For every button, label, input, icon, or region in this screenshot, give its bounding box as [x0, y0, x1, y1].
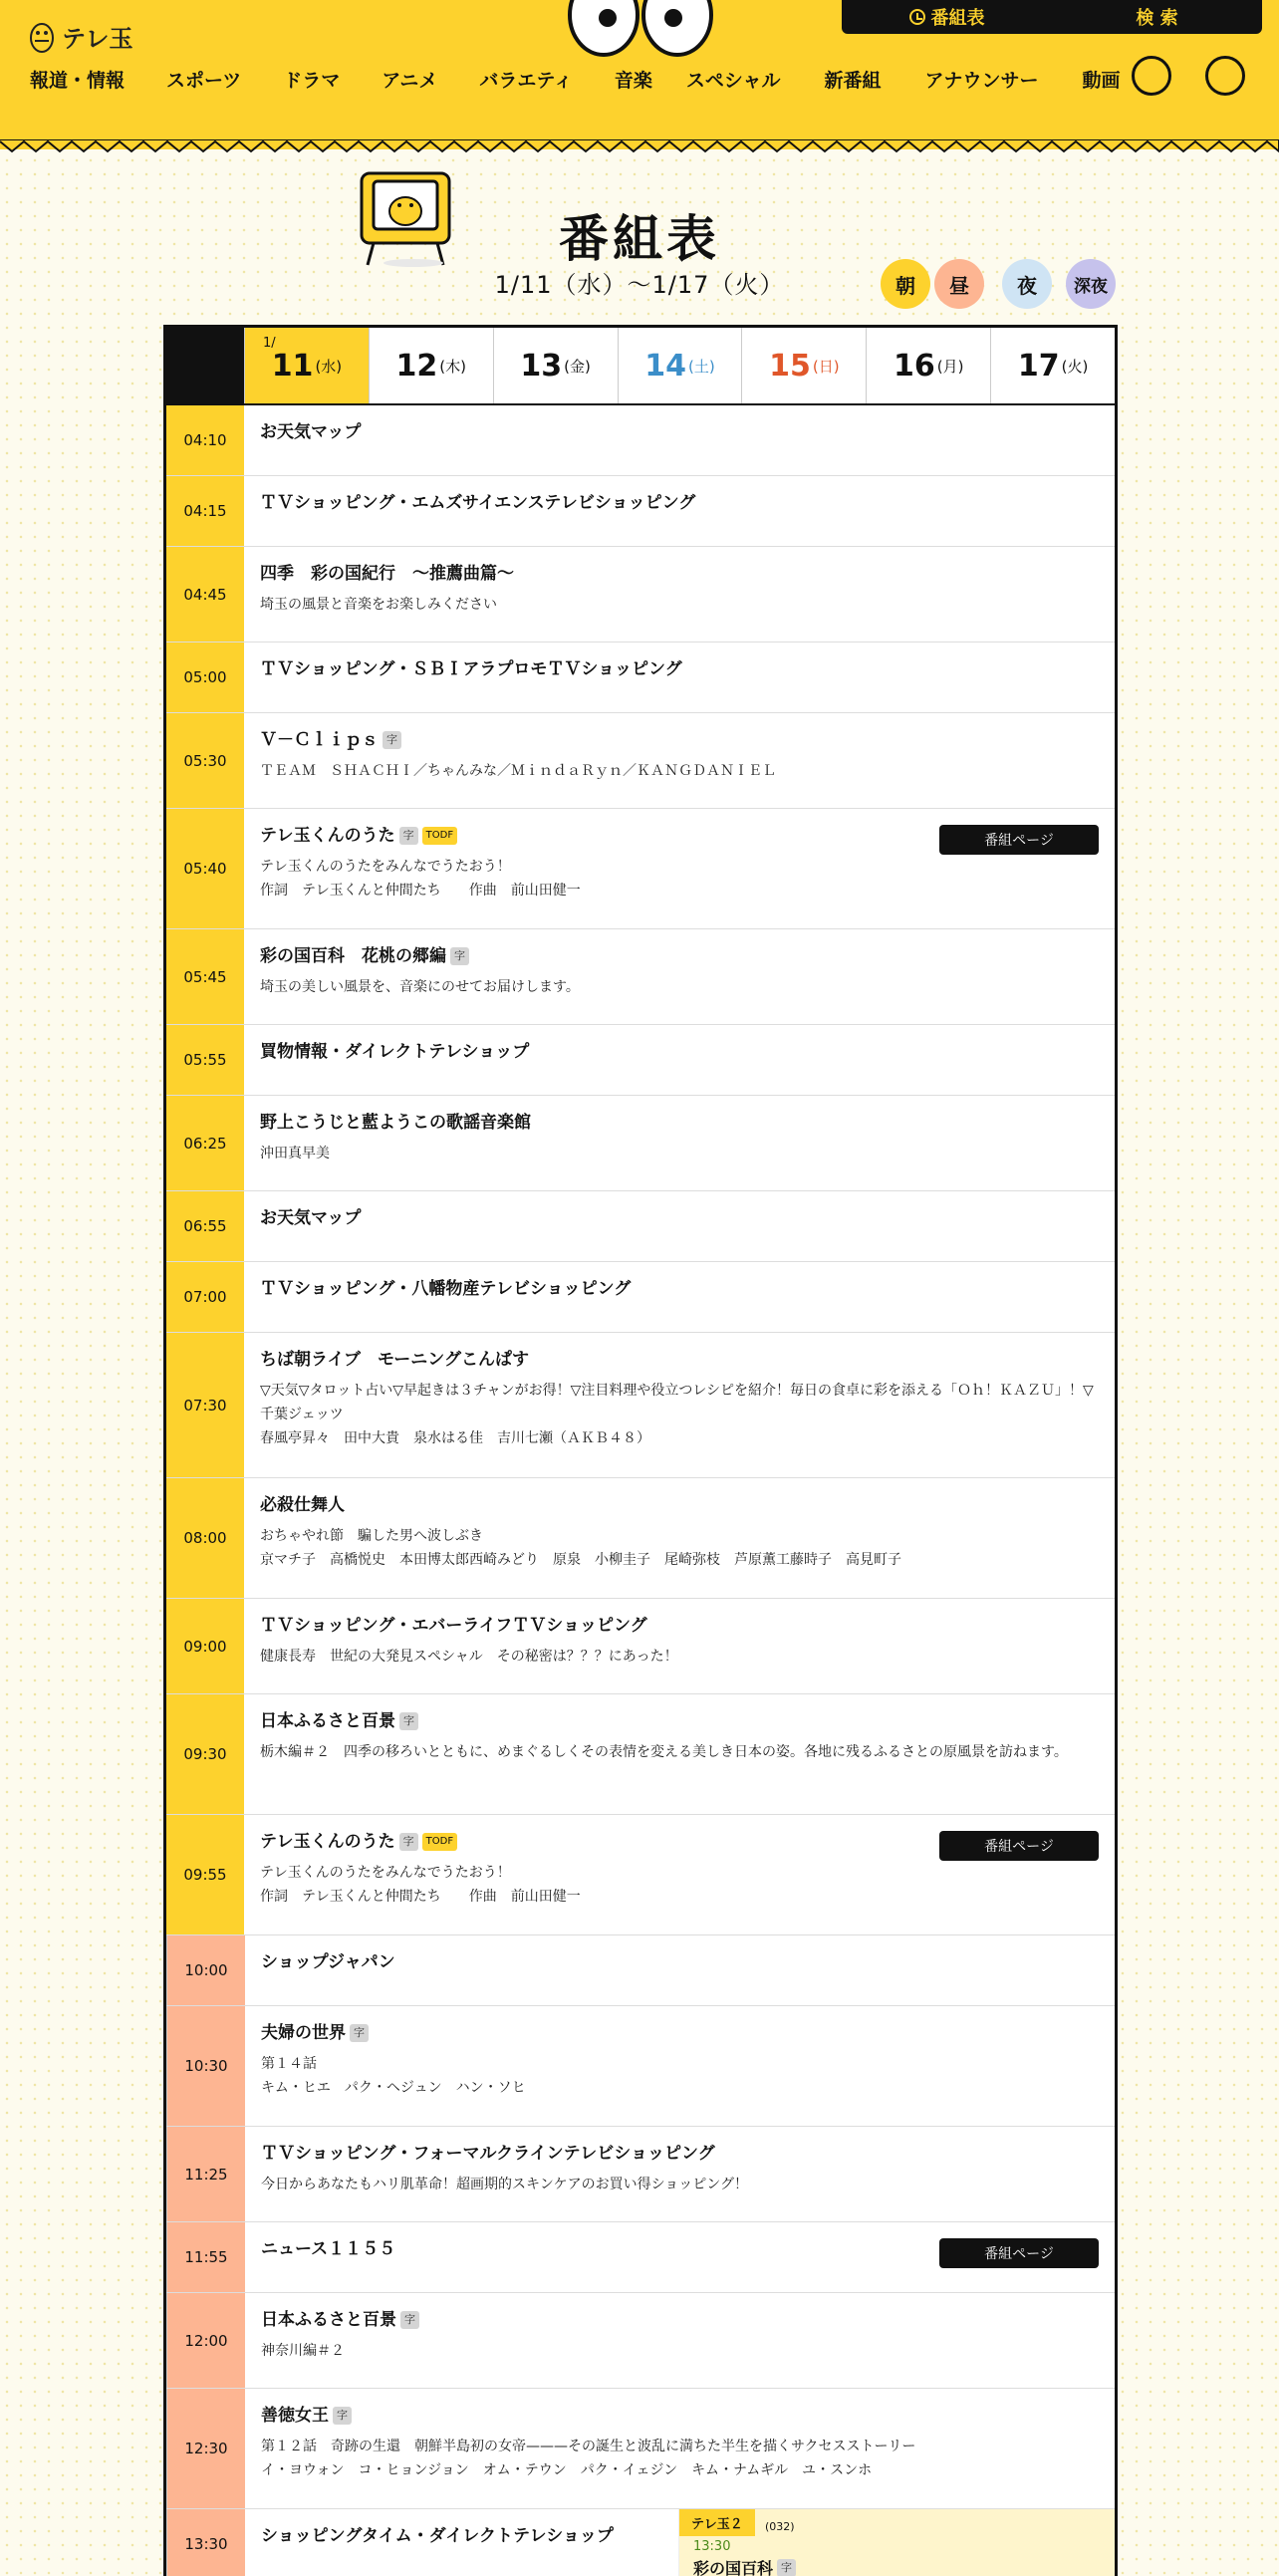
- day-number: 17: [1018, 349, 1060, 384]
- program-time: 04:45: [166, 547, 244, 642]
- program-cell[interactable]: [245, 2222, 1115, 2292]
- program-title[interactable]: ＴＶショッピング・八幡物産テレビショッピング: [260, 1278, 631, 1300]
- program-title[interactable]: ＴＶショッピング・エムズサイエンステレビショッピング: [260, 492, 695, 514]
- program-time: 05:30: [166, 713, 244, 808]
- site-logo[interactable]: [28, 16, 133, 56]
- header-zigzag-edge: [0, 139, 1279, 155]
- program-title[interactable]: ＴＶショッピング・フォーマルクラインテレビショッピング: [261, 2143, 715, 2165]
- date-range: 1/11（水）〜1/17（火）: [0, 265, 1279, 300]
- program-row: [166, 2389, 1115, 2509]
- program-cell[interactable]: [244, 476, 1115, 546]
- day-tab-12[interactable]: [369, 328, 493, 403]
- program-time: 04:15: [166, 476, 244, 546]
- program-title[interactable]: 四季 彩の国紀行 ～推薦曲篇～: [260, 563, 514, 585]
- subtitle-badge: 字: [399, 1712, 418, 1730]
- program-cell[interactable]: [244, 1478, 1115, 1598]
- mascot-eyes-icon: [566, 0, 715, 60]
- subtitle-badge: 字: [399, 827, 418, 845]
- program-time: 08:00: [166, 1478, 244, 1598]
- program-cell[interactable]: [244, 1191, 1115, 1261]
- day-number: 16: [894, 349, 935, 384]
- program-row: [166, 2222, 1115, 2293]
- program-time: 05:45: [166, 929, 244, 1024]
- program-title-line: [260, 563, 1099, 585]
- schedule-link[interactable]: [842, 4, 1052, 30]
- day-number: 12: [396, 349, 438, 384]
- program-title-line: [260, 1112, 1099, 1134]
- program-row: [166, 1935, 1115, 2006]
- nav-special[interactable]: スペシャル: [686, 66, 781, 93]
- program-row: [166, 2006, 1115, 2127]
- program-title-line: [260, 1041, 1099, 1063]
- todf-badge: TODF: [422, 1833, 457, 1851]
- program-time: 05:00: [166, 643, 244, 712]
- mascot-face-icon[interactable]: [1132, 56, 1171, 96]
- program-time: 10:00: [166, 1935, 245, 2005]
- program-list: [166, 405, 1115, 2576]
- page-title: 番組表: [0, 199, 1279, 271]
- nav-news[interactable]: 報道・情報: [30, 66, 125, 93]
- day-tab-16[interactable]: [866, 328, 990, 403]
- nav-drama[interactable]: ドラマ: [283, 66, 340, 93]
- program-cell[interactable]: [244, 1333, 1115, 1477]
- search-link[interactable]: [1052, 4, 1262, 30]
- program-title[interactable]: ショップジャパン: [261, 1951, 395, 1973]
- subchannel-station: [679, 2509, 755, 2536]
- program-title[interactable]: お天気マップ: [260, 1207, 361, 1229]
- header-corner: [166, 328, 244, 403]
- program-title-line: [260, 1278, 1099, 1300]
- program-title[interactable]: 日本ふるさと百景: [261, 2309, 396, 2331]
- schedule-label: 番組表: [931, 4, 985, 30]
- todf-badge: TODF: [422, 827, 457, 845]
- day-weekday: (水): [315, 356, 342, 377]
- main-nav: [30, 66, 1121, 93]
- program-title-line: [260, 729, 1099, 751]
- program-title-line: [260, 1207, 1099, 1229]
- program-row: [166, 476, 1115, 547]
- program-page-button[interactable]: 番組ページ: [939, 2238, 1099, 2268]
- program-title[interactable]: ちば朝ライブ モーニングこんぱす: [260, 1349, 529, 1371]
- program-schedule-table: [163, 325, 1118, 2576]
- program-time: 07:00: [166, 1262, 244, 1332]
- program-title[interactable]: 買物情報・ダイレクトテレショップ: [260, 1041, 529, 1063]
- subtitle-badge: 字: [383, 731, 401, 749]
- program-title-line: [261, 2143, 1099, 2165]
- program-title-line: [261, 1951, 1099, 1973]
- subchannel-panel[interactable]: [678, 2509, 1115, 2576]
- program-description: 沖田真早美: [260, 1142, 1099, 1165]
- program-time: 07:30: [166, 1333, 244, 1477]
- day-weekday: (月): [937, 356, 964, 377]
- program-cell[interactable]: [244, 929, 1115, 1024]
- nav-variety[interactable]: バラエティ: [479, 66, 572, 93]
- program-cell[interactable]: [244, 1815, 1115, 1934]
- program-description: 埼玉の風景と音楽をお楽しみください: [260, 593, 1099, 617]
- program-cell[interactable]: [244, 1599, 1115, 1693]
- smartphone-icon[interactable]: [1205, 56, 1245, 96]
- program-title[interactable]: 日本ふるさと百景: [260, 1710, 395, 1732]
- subtitle-badge: 字: [399, 1833, 418, 1851]
- program-row: [166, 1694, 1115, 1815]
- day-header-row: [166, 328, 1115, 405]
- subchannel-time-value: 13:30: [693, 2539, 730, 2554]
- program-title-line: [260, 945, 1099, 967]
- program-title-line: [260, 421, 1099, 443]
- program-cell[interactable]: [244, 405, 1115, 475]
- program-time: 09:00: [166, 1599, 244, 1693]
- clock-icon: [909, 9, 925, 25]
- program-row: [166, 809, 1115, 929]
- day-tab-15[interactable]: [741, 328, 866, 403]
- program-cell[interactable]: [244, 547, 1115, 642]
- program-time: 12:00: [166, 2293, 245, 2388]
- program-description: 神奈川編＃２: [261, 2339, 1099, 2363]
- program-row: [166, 2293, 1115, 2389]
- program-description: テレ玉くんのうたをみんなでうたおう！ 作詞 テレ玉くんと仲間たち 作曲 前山田健一: [260, 1861, 1099, 1909]
- program-title-line: [260, 658, 1099, 680]
- program-time: 05:40: [166, 809, 244, 928]
- nav-new-programs[interactable]: 新番組: [824, 66, 881, 93]
- day-weekday: (土): [688, 356, 715, 377]
- program-description: ＴＥＡＭ ＳＨＡＣＨＩ／ちゃんみな／ＭｉｎｄａＲｙｎ／ＫＡＮＧＤＡＮＩＥＬ: [260, 759, 1099, 783]
- program-time: 13:30: [166, 2509, 245, 2576]
- program-title[interactable]: お天気マップ: [260, 421, 361, 443]
- program-description: 今日からあなたもハリ肌革命！超画期的スキンケアのお買い得ショッピング！: [261, 2173, 1099, 2196]
- program-title[interactable]: ＴＶショッピング・エバーライフＴＶショッピング: [260, 1615, 647, 1637]
- program-title-line: [260, 1710, 1099, 1732]
- top-utility-bar: [842, 0, 1262, 34]
- program-title[interactable]: Ｖ－Ｃｌｉｐｓ: [260, 729, 379, 751]
- subtitle-badge: 字: [777, 2559, 796, 2576]
- program-row: [166, 1025, 1115, 1096]
- program-row: [166, 1599, 1115, 1694]
- program-title-line: [260, 492, 1099, 514]
- program-time: 09:30: [166, 1694, 244, 1814]
- program-row: [166, 2509, 1115, 2576]
- program-row: [166, 547, 1115, 643]
- program-description: 埼玉の美しい風景を、音楽にのせてお届けします。: [260, 975, 1099, 999]
- program-title[interactable]: ニュース１１５５: [261, 2238, 395, 2260]
- program-row: [166, 929, 1115, 1025]
- program-title[interactable]: 善徳女王: [261, 2405, 329, 2427]
- program-cell[interactable]: [244, 643, 1115, 712]
- subchannel-title-line: [693, 2556, 1115, 2576]
- search-label: 検 索: [1136, 4, 1177, 30]
- program-title[interactable]: ショッピングタイム・ダイレクトテレショップ: [261, 2525, 614, 2547]
- program-title-line: [260, 1494, 1099, 1516]
- program-time: 04:10: [166, 405, 244, 475]
- program-row: [166, 2127, 1115, 2222]
- subchannel-channel-number: (032): [765, 2520, 1115, 2533]
- program-cell[interactable]: [244, 1025, 1115, 1095]
- day-number: 14: [644, 349, 686, 384]
- program-cell[interactable]: [244, 809, 1115, 928]
- day-weekday: (日): [813, 356, 840, 377]
- day-month: 1/: [263, 336, 276, 351]
- period-button-3[interactable]: 深夜: [1066, 259, 1116, 309]
- program-title[interactable]: テレ玉くんのうた: [260, 825, 395, 847]
- nav-music[interactable]: 音楽: [615, 66, 652, 93]
- program-cell[interactable]: [244, 1096, 1115, 1190]
- program-page-button[interactable]: 番組ページ: [939, 1831, 1099, 1861]
- program-title-line: [261, 2022, 1099, 2044]
- program-title-line: [261, 2309, 1099, 2331]
- teletama-mascot-icon: [28, 16, 56, 56]
- day-tab-11[interactable]: [244, 328, 369, 403]
- subchannel-time: [693, 2520, 1115, 2554]
- program-description: 第１４話 キム・ヒエ パク・ヘジュン ハン・ソヒ: [261, 2052, 1099, 2100]
- program-row: [166, 713, 1115, 809]
- subchannel-station-name: テレ玉２: [691, 2517, 743, 2532]
- program-row: [166, 1096, 1115, 1191]
- nav-announcer[interactable]: アナウンサー: [924, 66, 1038, 93]
- nav-sports[interactable]: スポーツ: [166, 66, 241, 93]
- day-number: 13: [520, 349, 562, 384]
- program-cell[interactable]: [245, 2389, 1115, 2508]
- logo-text: テレ玉: [62, 19, 133, 54]
- program-cell[interactable]: [245, 2127, 1115, 2221]
- program-title[interactable]: 野上こうじと藍ようこの歌謡音楽館: [260, 1112, 531, 1134]
- program-title[interactable]: テレ玉くんのうた: [260, 1831, 395, 1853]
- program-row: [166, 643, 1115, 713]
- program-time: 11:25: [166, 2127, 245, 2221]
- program-cell[interactable]: [245, 1935, 1115, 2005]
- program-description: 栃木編＃２ 四季の移ろいとともに、めまぐるしくその表情を変える美しき日本の姿。各地に残るふるさとの原風景を訪ねます。: [260, 1740, 1099, 1764]
- day-number: 11: [272, 349, 314, 384]
- program-row: [166, 1815, 1115, 1935]
- nav-video[interactable]: 動画: [1083, 66, 1121, 93]
- program-title[interactable]: ＴＶショッピング・ＳＢＩアラプロモＴＶショッピング: [260, 658, 682, 680]
- subtitle-badge: 字: [450, 947, 469, 965]
- program-title[interactable]: 彩の国百科 花桃の郷編: [260, 945, 446, 967]
- day-tab-14[interactable]: [618, 328, 742, 403]
- program-title[interactable]: 夫婦の世界: [261, 2022, 346, 2044]
- program-cell[interactable]: [245, 2509, 1115, 2576]
- period-button-1[interactable]: 昼: [934, 259, 984, 309]
- day-number: 15: [769, 349, 811, 384]
- day-tab-17[interactable]: [990, 328, 1115, 403]
- day-weekday: (木): [439, 356, 466, 377]
- subtitle-badge: 字: [333, 2407, 352, 2425]
- program-title-line: [260, 1349, 1099, 1371]
- program-time: 12:30: [166, 2389, 245, 2508]
- program-time: 10:30: [166, 2006, 245, 2126]
- day-tab-13[interactable]: [493, 328, 618, 403]
- program-cell[interactable]: [244, 1694, 1115, 1814]
- period-button-2[interactable]: 夜: [1002, 259, 1052, 309]
- program-cell[interactable]: [245, 2006, 1115, 2126]
- subtitle-badge: 字: [400, 2311, 419, 2329]
- program-title-line: [260, 1615, 1099, 1637]
- program-time: 11:55: [166, 2222, 245, 2292]
- period-button-0[interactable]: 朝: [881, 259, 930, 309]
- program-row: [166, 405, 1115, 476]
- subtitle-badge: 字: [350, 2024, 369, 2042]
- program-page-button[interactable]: 番組ページ: [939, 825, 1099, 855]
- program-time: 06:55: [166, 1191, 244, 1261]
- program-row: [166, 1478, 1115, 1599]
- program-row: [166, 1191, 1115, 1262]
- program-time: 06:25: [166, 1096, 244, 1190]
- program-title[interactable]: 必殺仕舞人: [260, 1494, 345, 1516]
- program-description: 健康長寿 世紀の大発見スペシャル その秘密は？？？にあった！: [260, 1645, 1099, 1669]
- nav-anime[interactable]: アニメ: [382, 66, 437, 93]
- program-description: おちゃやれ節 騙した男へ波しぶき 京マチ子 高橋悦史 本田博太郎西崎みどり 原泉 小柳圭子 尾崎弥枝 芦原薫工藤時子 高見町子: [260, 1524, 1099, 1572]
- day-weekday: (金): [564, 356, 591, 377]
- program-time: 05:55: [166, 1025, 244, 1095]
- program-description: 第１２話 奇跡の生還 朝鮮半島初の女帝———その誕生と波乱に満ちた半生を描くサクセスストーリー イ・ヨウォン コ・ヒョンジョン オム・テウン パク・イェジン キム・ナムギル ユ・スンホ: [261, 2435, 1099, 2482]
- program-time: 09:55: [166, 1815, 244, 1934]
- program-title-line: [261, 2405, 1099, 2427]
- site-header: [0, 0, 1279, 149]
- program-cell[interactable]: [244, 713, 1115, 808]
- program-description: ▽天気▽タロット占い▽早起きは３チャンがお得！▽注目料理や役立つレシピを紹介！毎日の食卓に彩を添える「Ｏｈ！ＫＡＺＵ」！▽千葉ジェッツ 春風亭昇々 田中大貴 泉水はる佳 吉川七瀬（ＡＫＢ４８）: [260, 1379, 1099, 1450]
- program-description: テレ玉くんのうたをみんなでうたおう！ 作詞 テレ玉くんと仲間たち 作曲 前山田健一: [260, 855, 1099, 902]
- program-cell[interactable]: [245, 2293, 1115, 2388]
- subchannel-title[interactable]: 彩の国百科: [693, 2556, 773, 2576]
- program-row: [166, 1262, 1115, 1333]
- day-weekday: (火): [1062, 356, 1089, 377]
- program-row: [166, 1333, 1115, 1478]
- program-cell[interactable]: [244, 1262, 1115, 1332]
